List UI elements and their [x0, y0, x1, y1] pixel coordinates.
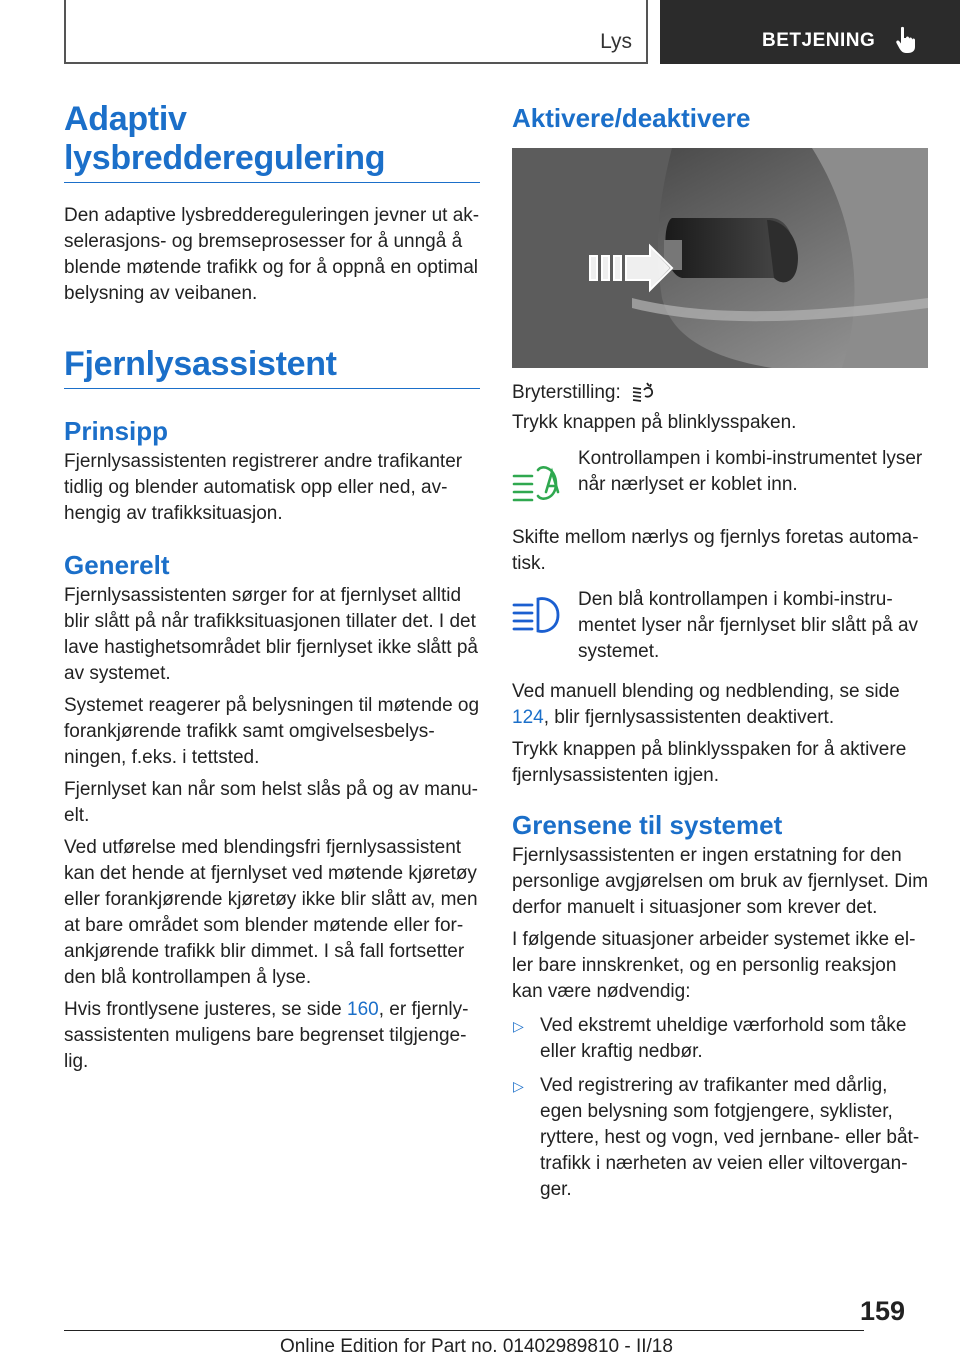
- paragraph-general-5: Hvis frontlysene justeres, se side 160, er fjernlysassistenten muligens bare begrenset tilgjengelig.: [64, 999, 469, 1072]
- left-column: [64, 100, 482, 1075]
- page-reference-link-124[interactable]: 124: [512, 707, 544, 728]
- heading-general: Generelt: [64, 550, 170, 580]
- triangle-bullet-icon: ▷: [513, 1078, 524, 1094]
- low-beam-assistant-indicator-icon: [512, 462, 564, 506]
- header-chapter-title: BETJENING: [762, 30, 876, 51]
- turn-signal-lever-photo: [512, 148, 928, 368]
- header-section-title: Lys: [600, 30, 632, 53]
- header-section-box: [64, 0, 648, 64]
- heading-high-beam-assistant: Fjernlysassistent: [64, 345, 480, 389]
- paragraph-principle: Fjernlysassistenten registrerer andre trafikanter tidlig og blender automatisk opp eller ned, avhengig av trafikksituasjon.: [64, 451, 463, 524]
- paragraph-reactivate: Trykk knappen på blinklysspaken for å aktivere fjernlysassistenten igjen.: [512, 739, 907, 786]
- page-reference-link-160[interactable]: 160: [347, 999, 379, 1020]
- right-column: [512, 100, 930, 1203]
- paragraph-limits-1: Fjernlysassistenten er ingen erstatning for den personlige avgjørelsen om bruk av fjernlyset. Dim derfor manuelt i situasjoner som krever det.: [512, 845, 929, 918]
- auto-high-beam-icon: [631, 382, 655, 404]
- lever-illustration: [512, 148, 928, 368]
- triangle-bullet-icon: ▷: [513, 1018, 524, 1034]
- paragraph-indicator-low: Kontrollampen i kombi-instrumentet lyser når nærlyset er koblet inn.: [578, 448, 923, 495]
- indicator-high-beam-row: [512, 587, 930, 665]
- heading-system-limits: Grensene til systemet: [512, 810, 783, 840]
- paragraph-adaptive: Den adaptive lysbreddereguleringen jevner ut akselerasjons- og bremseprosesser for å unngå å blende møtende trafikk og for å oppnå en optimal belysning av veibanen.: [64, 205, 480, 304]
- heading-activate-deactivate: Aktivere/deaktivere: [512, 103, 751, 133]
- paragraph-limits-2: I følgende situasjoner arbeider systemet ikke eller bare innskrenket, og en personlig reaksjon kan være nødvendig:: [512, 929, 916, 1002]
- switch-position-line: Bryterstilling:: [512, 380, 930, 406]
- indicator-low-beam-row: [512, 446, 930, 511]
- heading-principle: Prinsipp: [64, 416, 169, 446]
- paragraph-general-3: Fjernlyset kan når som helst slås på og av manuelt.: [64, 779, 478, 826]
- paragraph-manual: Ved manuell blending og nedblending, se side 124, blir fjernlysassistenten deaktivert.: [512, 681, 900, 728]
- paragraph-general-2: Systemet reagerer på belysningen til møtende og forankjørende trafikk samt omgivelsesbelysningen, f.eks. i tettsted.: [64, 695, 480, 768]
- paragraph-indicator-high: Den blå kontrollampen i kombi-instrumentet lyser når fjernlyset blir slått på av systemet.: [578, 589, 919, 662]
- paragraph-switching: Skifte mellom nærlys og fjernlys foretas automatisk.: [512, 527, 919, 574]
- header-chapter-box: [660, 0, 960, 64]
- paragraph-press-button: Trykk knappen på blinklysspaken.: [512, 412, 797, 433]
- footer-divider: [64, 1330, 864, 1331]
- footer-edition: Online Edition for Part no. 01402989810 - II/18: [280, 1336, 673, 1357]
- high-beam-assistant-indicator-icon: [512, 593, 564, 637]
- list-item: ▷ Ved ekstremt uheldige værforhold som tåke eller kraftig nedbør.: [512, 1013, 930, 1065]
- list-item: ▷ Ved registrering av trafikanter med dårlig, egen belysning som fotgjengere, syklister, ryttere, hest og vogn, ved jernbane- eller båttrafikk i nærheten av veien eller viltoverganger.: [512, 1073, 930, 1203]
- page-number: 159: [860, 1296, 906, 1326]
- pointing-hand-icon: [894, 26, 920, 54]
- paragraph-general-1: Fjernlysassistenten sørger for at fjernlyset alltid blir slått på når trafikksituasjonen tillater det. I det lave hastighetsområdet blir fjernlyset ikke slått på av systemet.: [64, 585, 478, 684]
- paragraph-general-4: Ved utførelse med blendingsfri fjernlysassistent kan det hende at fjernlyset ved møtende kjøretøy eller forankjørende kjøretøy ikke blir slått av, men at bare området som blender møtende eller forankjørende trafikk blir dimmet. I så fall fortsetter den blå kontrollampen å lyse.: [64, 837, 478, 988]
- heading-adaptive-headlight-range: Adaptiv lysbredderegulering: [64, 100, 480, 183]
